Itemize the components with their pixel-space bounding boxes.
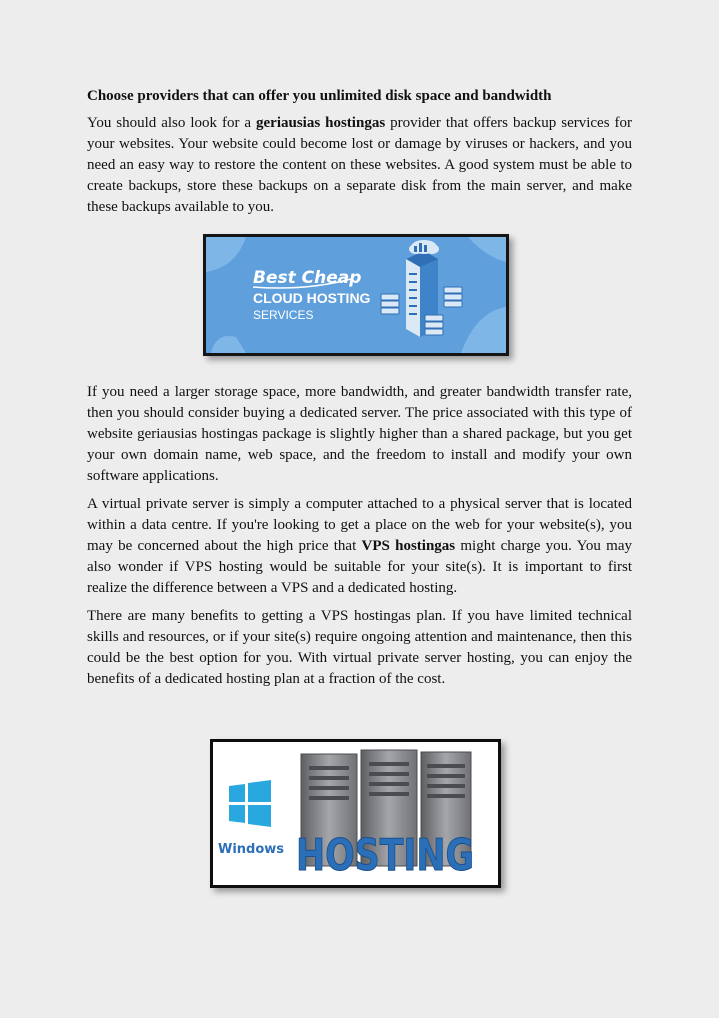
paragraph-benefits: There are many benefits to getting a VPS hostingas plan. If you have limited technical skills and resources, or if your site(s) require ongoing attention and maintenance, then this could be the best option for you. With virtual private server hosting, you can enjoy the benefits of a dedicated hosting plan at a fraction of the cost. (87, 608, 632, 687)
paragraph-dedicated: If you need a larger storage space, more bandwidth, and greater bandwidth transfer rate, then you should consider buying a dedicated server. The price associated with this type of website geriausias hostingas package is slightly higher than a shared package, but you get your own domain name, web space, and the freedom to install and modify your own software applications. (87, 384, 632, 484)
paragraph-text: A virtual private server is simply a computer attached to a physical server that is located within a data centre. If you're looking to get a place on the web for your website(s), you may be concerned about the high price that (87, 496, 632, 554)
banner-line-1: Best Cheap (253, 268, 362, 288)
banner-line-2: CLOUD HOSTING (253, 290, 371, 306)
bold-keyword: geriausias hostingas (256, 115, 386, 131)
document-body (87, 86, 632, 697)
paragraph-text: provider that offers backup services for your websites. Your website could become lost or damage by viruses or hackers, and you need an easy way to restore the content on these websites. A good system must be able to create backups, store these backups on a separate disk from the main server, and make these backups available to you. (87, 115, 632, 215)
paragraph-backup (87, 113, 632, 218)
paragraph-vps (87, 494, 632, 599)
banner-line-3: SERVICES (253, 308, 314, 322)
windows-hosting-image (210, 739, 501, 888)
hosting-word: HOSTING (296, 830, 474, 881)
windows-hosting-illustration (213, 742, 498, 885)
paragraph-text: You should also look for a (87, 115, 257, 131)
windows-label: Windows (218, 842, 285, 857)
cloud-hosting-illustration (206, 237, 506, 353)
cloud-hosting-banner (203, 234, 509, 356)
paragraph-text: might charge you. You may also wonder if VPS hosting would be suitable for your site(s). It is important to first realize the difference between a VPS and a dedicated hosting. (87, 538, 632, 596)
bold-keyword: VPS hostingas (361, 538, 456, 554)
section-heading: Choose providers that can offer you unlimited disk space and bandwidth (87, 88, 552, 104)
